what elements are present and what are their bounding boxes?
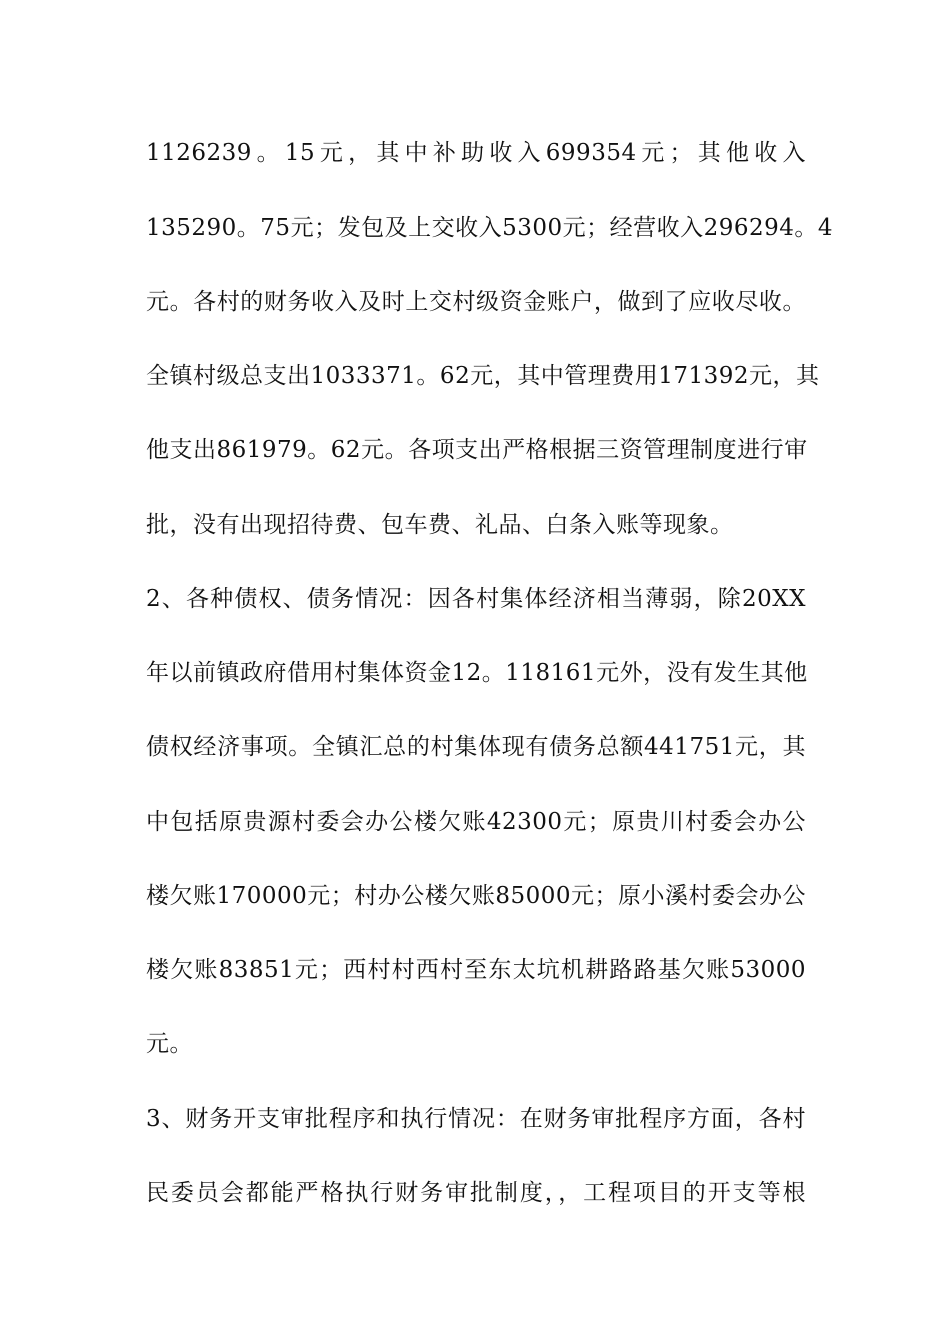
paragraph-line: 2、各种债权、债务情况：因各村集体经济相当薄弱，除20XX (146, 586, 806, 612)
paragraph-line: 楼欠账170000元；村办公楼欠账85000元；原小溪村委会办公 (146, 883, 806, 909)
paragraph-line: 楼欠账83851元；西村村西村至东太坑机耕路路基欠账53000 (146, 957, 806, 983)
paragraph-line: 债权经济事项。全镇汇总的村集体现有债务总额441751元，其 (146, 734, 806, 760)
paragraph-line: 全镇村级总支出1033371。62元，其中管理费用171392元，其 (146, 363, 820, 389)
paragraph-line: 135290。75元；发包及上交收入5300元；经营收入296294。4 (146, 215, 834, 241)
paragraph-line: 他支出861979。62元。各项支出严格根据三资管理制度进行审 (146, 437, 808, 463)
paragraph-line: 1126239。15元，其中补助收入699354元；其他收入 (146, 140, 806, 166)
paragraph-line: 元。 (146, 1031, 193, 1057)
paragraph-line: 中包括原贵源村委会办公楼欠账42300元；原贵川村委会办公 (146, 809, 806, 835)
paragraph-line: 年以前镇政府借用村集体资金12。118161元外，没有发生其他 (146, 660, 808, 686)
paragraph-line: 元。各村的财务收入及时上交村级资金账户，做到了应收尽收。 (146, 289, 806, 315)
paragraph-line: 批，没有出现招待费、包车费、礼品、白条入账等现象。 (146, 512, 734, 538)
paragraph-line: 民委员会都能严格执行财务审批制度，，工程项目的开支等根 (146, 1180, 806, 1206)
paragraph-line: 3、财务开支审批程序和执行情况：在财务审批程序方面，各村 (146, 1106, 806, 1132)
